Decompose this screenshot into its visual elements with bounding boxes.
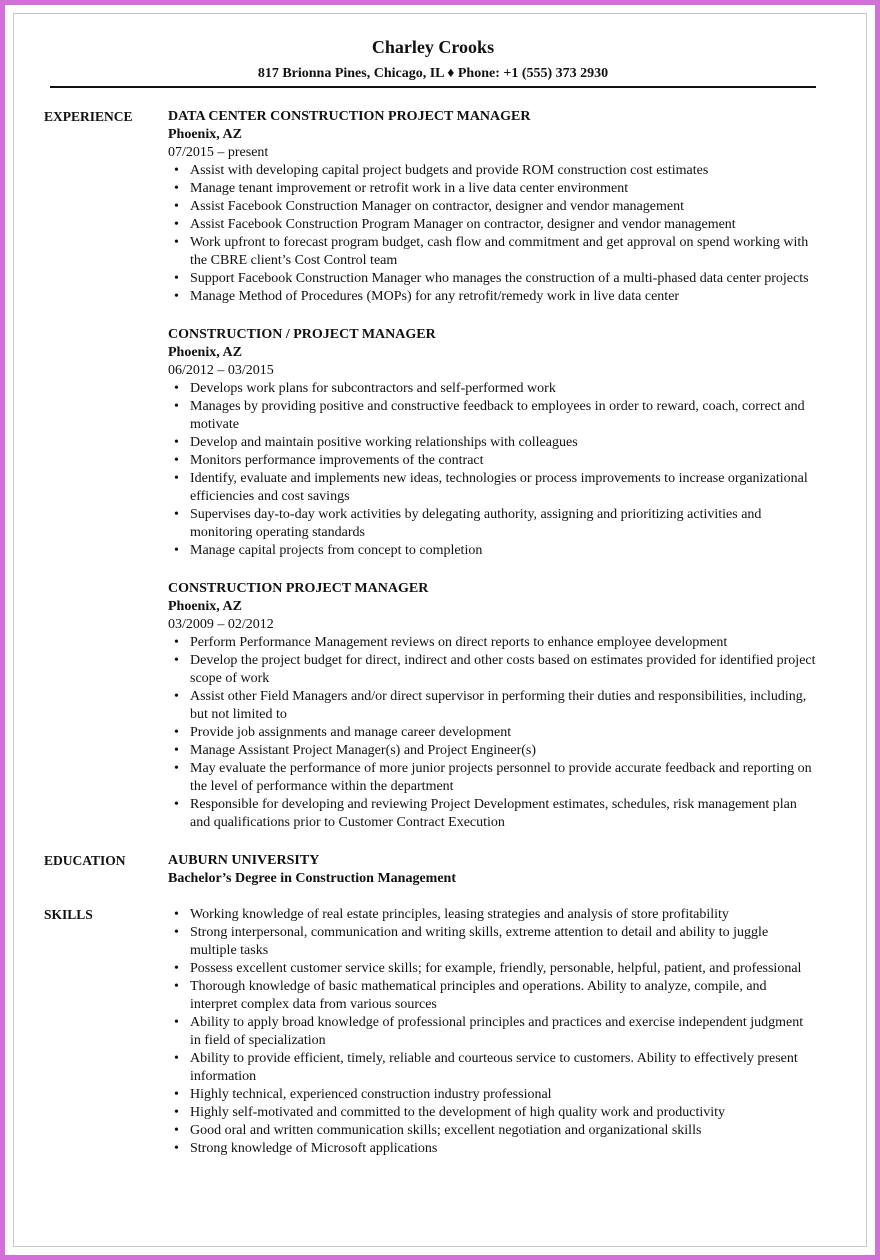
school-name: AUBURN UNIVERSITY — [168, 853, 320, 868]
list-item: • Responsible for developing and reviewing Project Development estimates, schedules, risk management plan and qualifications prior to Customer Contract Execution — [190, 796, 816, 832]
list-item: • Support Facebook Construction Manager who manages the construction of a multi-phased data center projects — [190, 270, 816, 288]
list-item: • Possess excellent customer service skills; for example, friendly, personable, helpful, patient, and professional — [190, 960, 816, 978]
job-entry — [168, 580, 816, 832]
list-item: • Thorough knowledge of basic mathematical principles and operations. Ability to analyze, compile, and interpret complex data from various sources — [190, 978, 816, 1014]
list-item: • Highly technical, experienced construction industry professional — [190, 1086, 816, 1104]
list-item: • Develop and maintain positive working relationships with colleagues — [190, 434, 816, 452]
skills-list — [168, 906, 816, 1158]
list-item: • Identify, evaluate and implements new ideas, technologies or process improvements to increase organizational efficiencies and cost savings — [190, 470, 816, 506]
list-item: • Manage capital projects from concept to completion — [190, 542, 816, 560]
section-label-skills: SKILLS — [44, 907, 93, 922]
list-item: • May evaluate the performance of more junior projects personnel to provide accurate feedback and reporting on the level of performance within the department — [190, 760, 816, 796]
list-item: • Good oral and written communication skills; excellent negotiation and organizational skills — [190, 1122, 816, 1140]
job-entry — [168, 326, 816, 560]
list-item: • Highly self-motivated and committed to the development of high quality work and productivity — [190, 1104, 816, 1122]
list-item: • Assist with developing capital project budgets and provide ROM construction cost estimates — [190, 162, 816, 180]
list-item: • Work upfront to forecast program budget, cash flow and commitment and get approval on spend working with the CBRE client’s Cost Control team — [190, 234, 816, 270]
degree: Bachelor’s Degree in Construction Management — [168, 871, 456, 886]
job-title: CONSTRUCTION PROJECT MANAGER — [168, 581, 429, 596]
job-bullets — [168, 162, 816, 306]
list-item: • Develop the project budget for direct, indirect and other costs based on estimates provided for identified project scope of work — [190, 652, 816, 688]
list-item: • Assist Facebook Construction Manager on contractor, designer and vendor management — [190, 198, 816, 216]
job-location: Phoenix, AZ — [168, 345, 242, 360]
section-label-education: EDUCATION — [44, 853, 126, 868]
education-section — [44, 852, 816, 888]
list-item: • Manages by providing positive and constructive feedback to employees in order to reward, coach, correct and motivate — [190, 398, 816, 434]
job-bullets — [168, 380, 816, 560]
list-item: • Strong knowledge of Microsoft applications — [190, 1140, 816, 1158]
job-location: Phoenix, AZ — [168, 127, 242, 142]
candidate-name: Charley Crooks — [371, 37, 495, 57]
resume-document — [44, 36, 816, 1158]
list-item: • Perform Performance Management reviews on direct reports to enhance employee development — [190, 634, 816, 652]
job-bullets — [168, 634, 816, 832]
job-dates: 03/2009 – 02/2012 — [168, 617, 274, 632]
list-item: • Develops work plans for subcontractors and self-performed work — [190, 380, 816, 398]
list-item: • Manage Assistant Project Manager(s) and Project Engineer(s) — [190, 742, 816, 760]
list-item: • Assist other Field Managers and/or direct supervisor in performing their duties and responsibilities, including, but not limited to — [190, 688, 816, 724]
job-title: DATA CENTER CONSTRUCTION PROJECT MANAGER — [168, 109, 531, 124]
list-item: • Ability to apply broad knowledge of professional principles and practices and exercise independent judgment in field of specialization — [190, 1014, 816, 1050]
list-item: • Provide job assignments and manage career development — [190, 724, 816, 742]
job-dates: 07/2015 – present — [168, 145, 269, 160]
list-item: • Manage Method of Procedures (MOPs) for any retrofit/remedy work in live data center — [190, 288, 816, 306]
list-item: • Working knowledge of real estate principles, leasing strategies and analysis of store profitability — [190, 906, 816, 924]
list-item: • Manage tenant improvement or retrofit work in a live data center environment — [190, 180, 816, 198]
job-title: CONSTRUCTION / PROJECT MANAGER — [168, 327, 436, 342]
list-item: • Ability to provide efficient, timely, reliable and courteous service to customers. Ability to effectively present information — [190, 1050, 816, 1086]
skills-section — [44, 906, 816, 1158]
list-item: • Assist Facebook Construction Program Manager on contractor, designer and vendor management — [190, 216, 816, 234]
section-label-experience: EXPERIENCE — [44, 109, 133, 124]
list-item: • Monitors performance improvements of the contract — [190, 452, 816, 470]
job-location: Phoenix, AZ — [168, 599, 242, 614]
list-item: • Strong interpersonal, communication and writing skills, extreme attention to detail and ability to juggle multiple tasks — [190, 924, 816, 960]
list-item: • Supervises day-to-day work activities by delegating authority, assigning and prioritizing activities and monitoring operating standards — [190, 506, 816, 542]
contact-line: 817 Brionna Pines, Chicago, IL ♦ Phone: +1 (555) 373 2930 — [50, 65, 816, 88]
job-dates: 06/2012 – 03/2015 — [168, 363, 274, 378]
job-entry — [168, 108, 816, 306]
experience-section — [44, 108, 816, 832]
